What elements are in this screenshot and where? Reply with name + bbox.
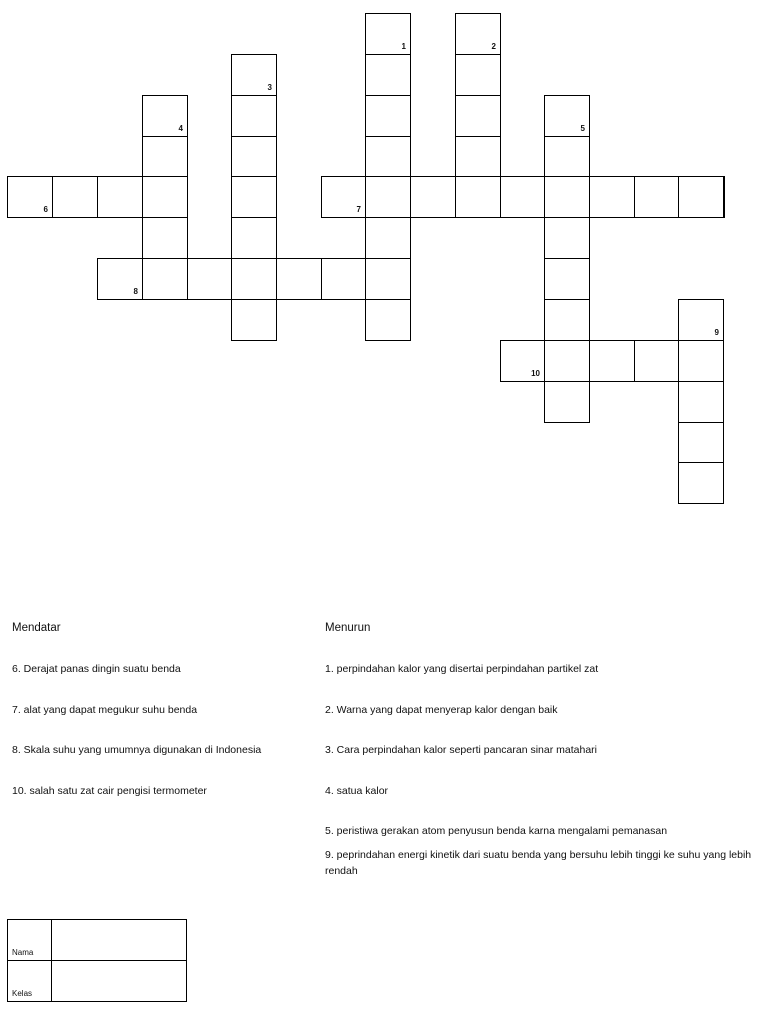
crossword-cell[interactable] [544, 299, 590, 341]
crossword-cell[interactable] [544, 340, 590, 382]
crossword-cell[interactable] [678, 422, 724, 463]
class-label: Kelas [8, 961, 52, 1002]
name-field[interactable] [52, 920, 187, 961]
across-clue-6: 6. Derajat panas dingin suatu benda [12, 663, 181, 675]
crossword-cell[interactable] [365, 136, 411, 177]
crossword-cell[interactable] [231, 136, 277, 177]
across-heading: Mendatar [12, 622, 61, 634]
crossword-cell[interactable] [544, 176, 590, 218]
clue-number: 5 [580, 124, 585, 133]
clue-number: 4 [178, 124, 183, 133]
student-info-table [7, 919, 187, 1002]
clue-number: 9 [714, 328, 719, 337]
name-label: Nama [8, 920, 52, 961]
crossword-cell[interactable] [142, 95, 188, 137]
crossword-cell[interactable] [634, 176, 679, 218]
crossword-cell[interactable] [678, 176, 724, 218]
across-clue-8: 8. Skala suhu yang umumnya digunakan di Indonesia [12, 744, 262, 756]
crossword-cell[interactable] [544, 258, 590, 300]
crossword-cell[interactable] [231, 176, 277, 218]
clue-number: 7 [356, 205, 361, 214]
crossword-cell[interactable] [723, 176, 725, 218]
clue-number: 3 [267, 83, 272, 92]
crossword-cell[interactable] [678, 299, 724, 341]
class-field[interactable] [52, 961, 187, 1002]
down-clue-5: 5. peristiwa gerakan atom penyusun benda karna mengalami pemanasan [325, 825, 668, 837]
crossword-cell[interactable] [231, 299, 277, 341]
crossword-cell[interactable] [634, 340, 679, 382]
crossword-cell[interactable] [142, 176, 188, 218]
down-heading: Menurun [325, 622, 371, 634]
down-clue-1: 1. perpindahan kalor yang disertai perpindahan partikel zat [325, 663, 599, 675]
across-clue-10: 10. salah satu zat cair pengisi termometer [12, 785, 207, 797]
clue-number: 2 [491, 42, 496, 51]
clue-number: 8 [133, 287, 138, 296]
crossword-cell[interactable] [52, 176, 98, 218]
crossword-cell[interactable] [678, 340, 724, 382]
crossword-cell[interactable] [187, 258, 232, 300]
crossword-cell[interactable] [500, 176, 545, 218]
crossword-cell[interactable] [142, 258, 188, 300]
crossword-cell[interactable] [678, 462, 724, 504]
crossword-cell[interactable] [365, 54, 411, 96]
across-clue-7: 7. alat yang dapat megukur suhu benda [12, 704, 198, 716]
crossword-cell[interactable] [544, 136, 590, 177]
down-clue-9: 9. peprindahan energi kinetik dari suatu benda yang bersuhu lebih tinggi ke suhu yang lebih rendah [325, 849, 752, 877]
crossword-cell[interactable] [321, 258, 366, 300]
crossword-cell[interactable] [544, 381, 590, 423]
crossword-cell[interactable] [365, 299, 411, 341]
clue-number: 6 [43, 205, 48, 214]
crossword-cell[interactable] [365, 217, 411, 259]
crossword-cell[interactable] [365, 176, 411, 218]
crossword-cell[interactable] [365, 258, 411, 300]
crossword-cell[interactable] [589, 340, 635, 382]
clue-number: 10 [531, 369, 540, 378]
crossword-cell[interactable] [365, 95, 411, 137]
crossword-cell[interactable] [97, 258, 143, 300]
crossword-cell[interactable] [276, 258, 322, 300]
crossword-cell[interactable] [544, 95, 590, 137]
crossword-cell[interactable] [142, 217, 188, 259]
down-clue-3: 3. Cara perpindahan kalor seperti pancaran sinar matahari [325, 744, 597, 756]
crossword-cell[interactable] [7, 176, 53, 218]
crossword-cell[interactable] [500, 340, 545, 382]
crossword-cell[interactable] [231, 258, 277, 300]
crossword-cell[interactable] [365, 13, 411, 55]
crossword-cell[interactable] [544, 217, 590, 259]
crossword-cell[interactable] [455, 136, 501, 177]
crossword-cell[interactable] [455, 54, 501, 96]
crossword-cell[interactable] [231, 217, 277, 259]
crossword-cell[interactable] [678, 381, 724, 423]
crossword-cell[interactable] [321, 176, 366, 218]
down-clue-4: 4. satua kalor [325, 785, 389, 797]
crossword-cell[interactable] [142, 136, 188, 177]
crossword-cell[interactable] [231, 95, 277, 137]
crossword-cell[interactable] [455, 95, 501, 137]
clue-number: 1 [401, 42, 406, 51]
crossword-cell[interactable] [97, 176, 143, 218]
crossword-cell[interactable] [589, 176, 635, 218]
crossword-cell[interactable] [455, 176, 501, 218]
crossword-cell[interactable] [231, 54, 277, 96]
down-clue-2: 2. Warna yang dapat menyerap kalor dengan baik [325, 704, 558, 716]
crossword-cell[interactable] [455, 13, 501, 55]
crossword-cell[interactable] [410, 176, 456, 218]
